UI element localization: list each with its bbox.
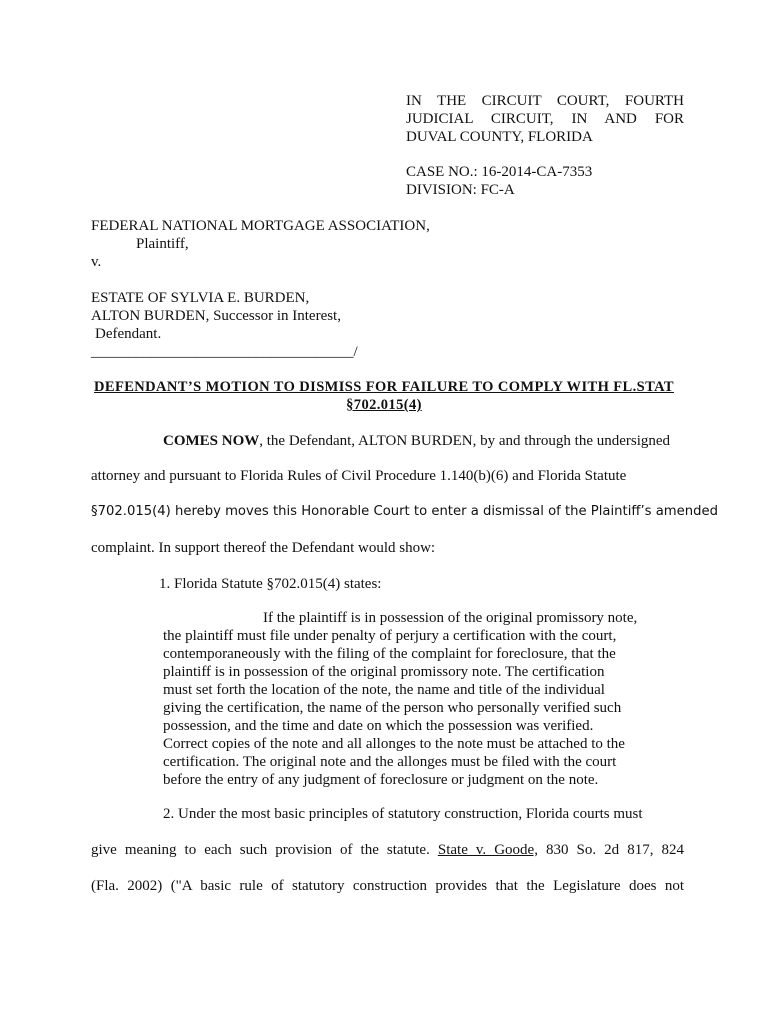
quote-line: the plaintiff must file under penalty of perjury a certification with the court,	[163, 628, 617, 644]
quote-line: plaintiff is in possession of the original promissory note. The certification	[163, 664, 605, 680]
case-number: CASE NO.: 16-2014-CA-7353	[406, 164, 593, 180]
plaintiff-role: Plaintiff,	[136, 236, 189, 252]
quote-line: contemporaneously with the filing of the complaint for foreclosure, that the	[163, 646, 616, 662]
defendant-name-1: ESTATE OF SYLVIA E. BURDEN,	[91, 290, 310, 306]
list-item-2-line-3: (Fla. 2002) ("A basic rule of statutory construction provides that the Legislature does not	[91, 878, 684, 894]
list-item-2-line-2	[91, 841, 684, 859]
paragraph-1-text: , the Defendant, ALTON BURDEN, by and through the undersigned	[259, 433, 671, 449]
division: DIVISION: FC-A	[406, 182, 515, 198]
defendant-role: Defendant.	[95, 326, 162, 342]
quote-line: must set forth the location of the note, the name and title of the individual	[163, 682, 605, 698]
comes-now-lead: COMES NOW	[163, 433, 260, 449]
list-item-2-line-1: 2. Under the most basic principles of statutory construction, Florida courts must	[163, 806, 643, 822]
paragraph-1-line-3: §702.015(4) hereby moves this Honorable Court to enter a dismissal of the Plaintiff’s amended	[91, 504, 718, 519]
court-caption	[406, 92, 684, 146]
quote-line: possession, and the time and date on which the possession was verified.	[163, 718, 594, 734]
motion-title	[80, 378, 688, 414]
quote-line: Correct copies of the note and all allonges to the note must be attached to the	[163, 736, 625, 752]
paragraph-1-line-4: complaint. In support thereof the Defendant would show:	[91, 540, 436, 556]
defendant-name-2: ALTON BURDEN, Successor in Interest,	[91, 308, 341, 324]
party-caption	[91, 217, 430, 361]
signature-rule: ___________________________________/	[91, 344, 358, 360]
citation-reporter: 830 So. 2d 817, 824	[546, 842, 685, 858]
quote-line: If the plaintiff is in possession of the original promissory note,	[263, 610, 638, 626]
plaintiff-name: FEDERAL NATIONAL MORTGAGE ASSOCIATION,	[91, 218, 430, 234]
quote-line: before the entry of any judgment of foreclosure or judgment on the note.	[163, 772, 599, 788]
item-2-text: give meaning to each such provision of the statute.	[91, 842, 430, 858]
court-line-3: DUVAL COUNTY, FLORIDA	[406, 129, 593, 145]
list-item-1: 1. Florida Statute §702.015(4) states:	[159, 576, 382, 592]
paragraph-1-line-2: attorney and pursuant to Florida Rules of Civil Procedure 1.140(b)(6) and Florida Statute	[91, 468, 627, 484]
motion-title-line-2: §702.015(4)	[346, 397, 422, 413]
quote-line: certification. The original note and the allonges must be filed with the court	[163, 754, 617, 770]
court-line-2: JUDICIAL CIRCUIT, IN AND FOR	[406, 111, 684, 127]
case-info	[406, 163, 592, 199]
quote-line: giving the certification, the name of the person who personally verified such	[163, 700, 622, 716]
motion-title-line-1: DEFENDANT’S MOTION TO DISMISS FOR FAILURE TO COMPLY WITH FL.STAT	[94, 379, 674, 395]
versus: v.	[91, 254, 102, 270]
case-citation: State v. Goode,	[437, 842, 538, 858]
statute-quote	[163, 609, 638, 789]
court-line-1: IN THE CIRCUIT COURT, FOURTH	[406, 93, 684, 109]
spacer	[91, 271, 430, 289]
paragraph-1-line-1	[163, 432, 684, 450]
